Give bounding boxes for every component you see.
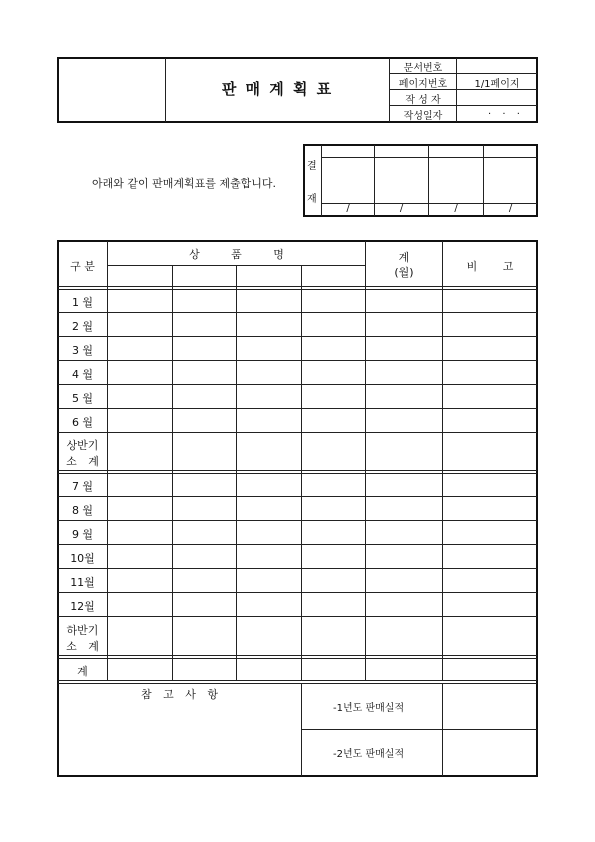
doc-number-label: 문서번호 xyxy=(403,63,443,74)
row-label-jan: 1 월 xyxy=(71,296,94,309)
row-label-jul: 7 월 xyxy=(71,480,94,493)
approval-slash-2: / xyxy=(399,203,404,214)
page-number-label: 페이지번호 xyxy=(398,79,448,90)
document-title: 판 매 계 획 표 xyxy=(221,80,334,98)
approval-label-top: 결 xyxy=(307,161,317,172)
author-label: 작 성 자 xyxy=(405,95,441,106)
row-label-first-half: 상반기 xyxy=(66,439,99,452)
date-value: . . . xyxy=(488,106,520,117)
reference-item-1: -1년도 판매실적 xyxy=(333,703,405,714)
row-label-feb: 2 월 xyxy=(71,320,94,333)
row-label-apr: 4 월 xyxy=(71,368,94,381)
submit-statement: 아래와 같이 판매계획표를 제출합니다. xyxy=(92,177,277,190)
row-label-second-subtotal: 소 계 xyxy=(66,640,99,653)
date-label: 작성일자 xyxy=(403,111,443,122)
row-label-jun: 6 월 xyxy=(71,416,94,429)
approval-slash-3: / xyxy=(454,203,458,214)
col-gubun: 구 분 xyxy=(70,260,95,273)
col-note: 비 고 xyxy=(466,260,514,273)
row-label-may: 5 월 xyxy=(71,392,94,405)
approval-label-bottom: 재 xyxy=(307,194,317,205)
row-label-first-subtotal: 소 계 xyxy=(66,455,99,468)
reference-title: 참 고 사 항 xyxy=(141,688,218,701)
row-label-oct: 10월 xyxy=(70,552,95,565)
col-product-name: 상 품 명 xyxy=(189,248,284,261)
col-total-month: (월) xyxy=(394,266,414,279)
row-label-mar: 3 월 xyxy=(71,344,94,357)
approval-slash-1: / xyxy=(346,203,350,214)
row-label-nov: 11월 xyxy=(70,576,95,589)
approval-slash-4: / xyxy=(508,203,513,214)
row-label-second-half: 하반기 xyxy=(66,624,99,637)
row-label-dec: 12월 xyxy=(70,600,95,613)
row-label-sep: 9 월 xyxy=(71,528,94,541)
reference-item-2: -2년도 판매실적 xyxy=(333,749,405,760)
row-label-aug: 8 월 xyxy=(71,504,94,517)
page-number-value: 1/1페이지 xyxy=(474,79,520,90)
row-label-grand-total: 계 xyxy=(77,665,88,678)
col-total: 계 xyxy=(398,251,410,264)
